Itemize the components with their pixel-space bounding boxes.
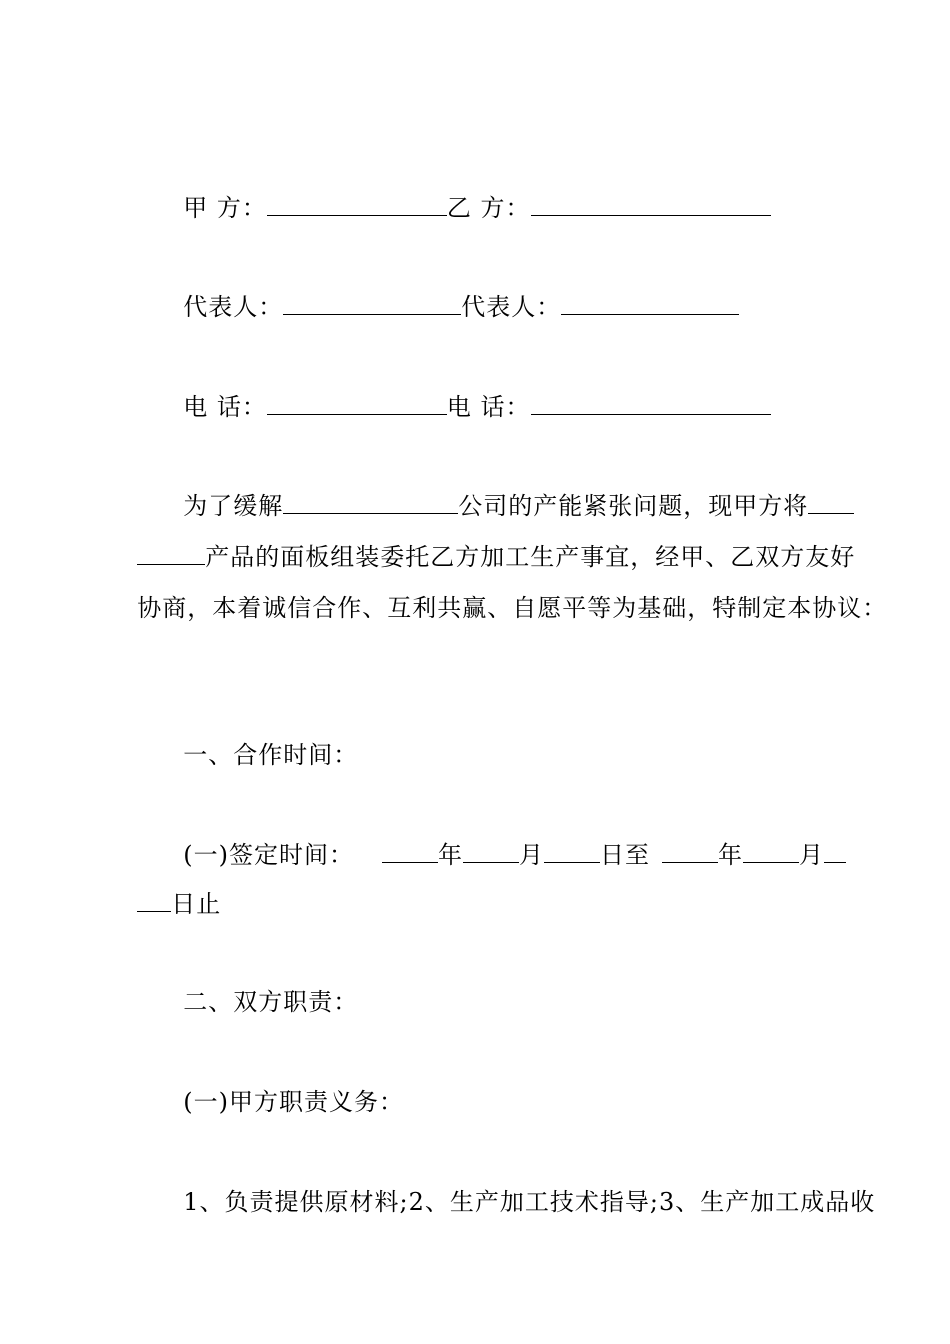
preamble-text-2: 公司的产能紧张问题，现甲方将 <box>458 492 809 520</box>
end-year-blank <box>662 842 718 863</box>
party-b-label: 乙 方： <box>446 194 531 222</box>
party-names-row <box>166 163 771 223</box>
company-blank <box>283 493 458 514</box>
end-day-blank-start <box>824 842 846 863</box>
sign-time-label: (一)签定时间： <box>183 841 354 869</box>
sign-time-line <box>166 810 846 870</box>
end-month-label: 月 <box>799 841 824 869</box>
section-2-heading <box>166 957 358 1017</box>
start-year-blank <box>382 842 438 863</box>
phone-b-label: 电 话： <box>446 393 531 421</box>
phone-row <box>166 362 771 422</box>
end-month-blank <box>743 842 799 863</box>
sign-time-line-2 <box>120 859 221 919</box>
start-day-blank <box>544 842 600 863</box>
preamble-text-4: 协商，本着诚信合作、互利共赢、自愿平等为基础，特制定本协议： <box>137 594 888 622</box>
representative-row <box>166 262 739 322</box>
preamble-line-3 <box>120 563 887 623</box>
section-1-heading-text: 一、合作时间： <box>183 741 359 769</box>
start-month-label: 月 <box>519 841 544 869</box>
start-year-label: 年 <box>438 841 463 869</box>
rep-a-label: 代表人： <box>183 293 284 321</box>
party-a-duties-heading <box>166 1057 404 1117</box>
phone-a-blank <box>267 394 447 415</box>
party-b-blank <box>531 195 771 216</box>
party-a-duties-heading-text: (一)甲方职责义务： <box>183 1088 404 1116</box>
end-day-blank-end <box>137 891 171 912</box>
end-day-label: 日止 <box>171 890 222 918</box>
rep-b-label: 代表人： <box>461 293 562 321</box>
party-a-blank <box>267 195 447 216</box>
product-blank-end <box>137 544 205 565</box>
start-month-blank <box>463 842 519 863</box>
phone-a-label: 电 话： <box>183 393 267 421</box>
rep-a-blank <box>283 294 461 315</box>
rep-b-blank <box>561 294 739 315</box>
start-day-label: 日至 <box>600 841 650 869</box>
phone-b-blank <box>531 394 771 415</box>
party-a-duties-list <box>166 1157 875 1217</box>
section-1-heading <box>166 710 358 770</box>
section-2-heading-text: 二、双方职责： <box>183 988 359 1016</box>
product-blank-start <box>808 493 854 514</box>
preamble-text-3: 产品的面板组装委托乙方加工生产事宜，经甲、乙双方友好 <box>205 543 856 571</box>
end-year-label: 年 <box>718 841 743 869</box>
party-a-duties-text: 1、负责提供原材料;2、生产加工技术指导;3、生产加工成品收 <box>183 1188 876 1216</box>
preamble-text-1: 为了缓解 <box>183 492 284 520</box>
party-a-label: 甲 方： <box>183 194 267 222</box>
